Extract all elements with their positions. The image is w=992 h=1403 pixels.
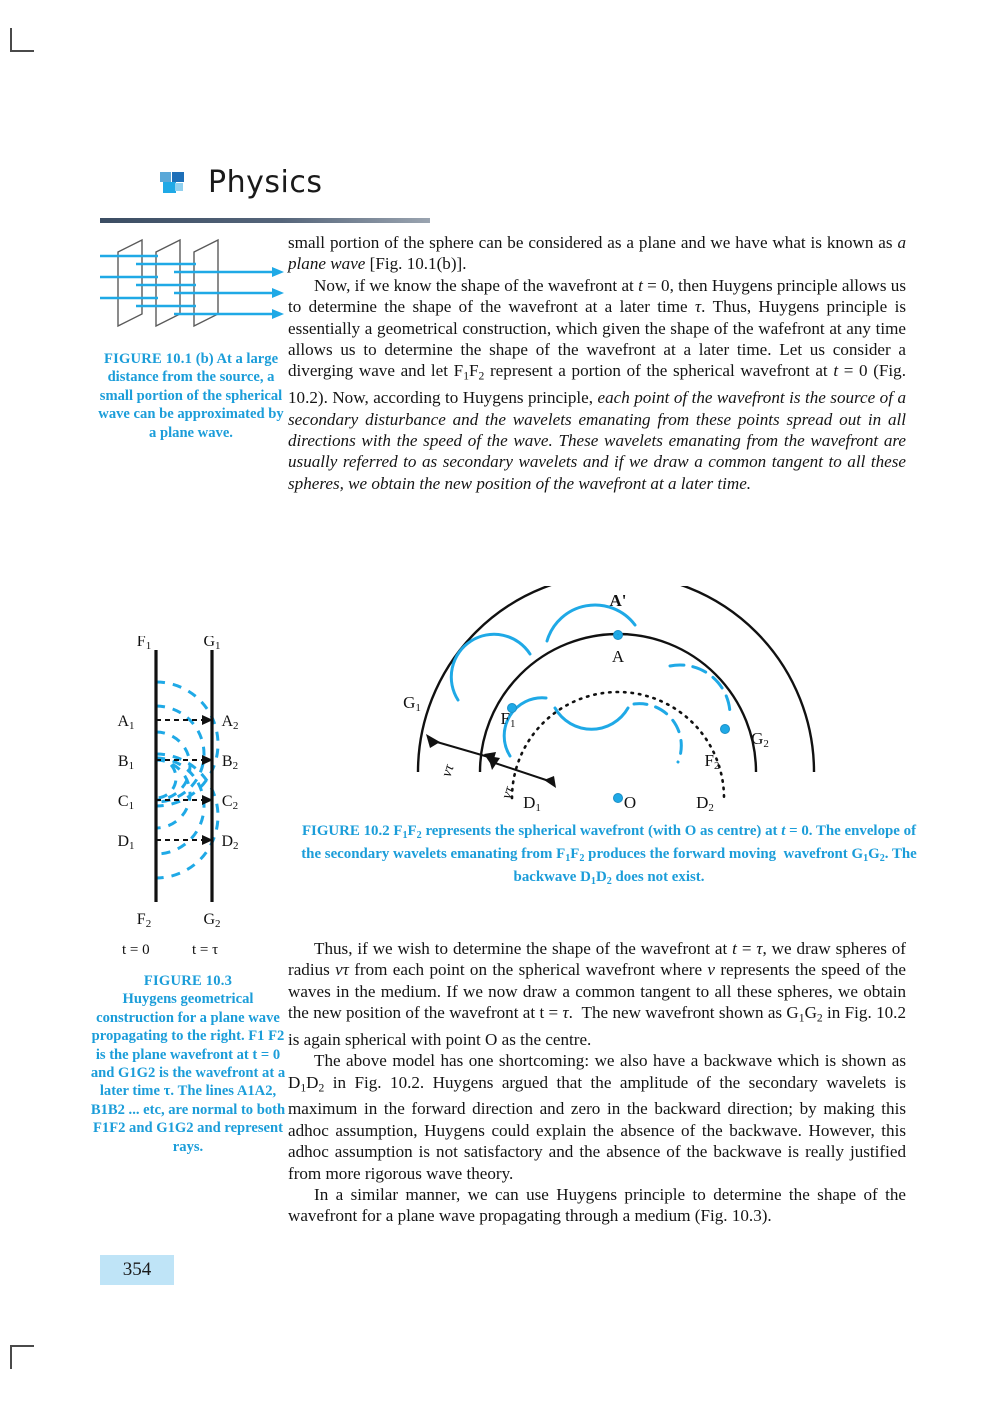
- page-number-badge: [100, 1255, 174, 1285]
- svg-text:A1: A1: [117, 713, 135, 732]
- figure-10-3-time-labels: [108, 942, 288, 962]
- svg-text:vτ: vτ: [438, 762, 458, 779]
- svg-text:O: O: [623, 793, 637, 812]
- svg-text:G1: G1: [203, 636, 221, 652]
- svg-text:D1: D1: [117, 833, 135, 852]
- time-label-t0: t = 0: [122, 942, 150, 958]
- time-label-tau: t = τ: [192, 942, 219, 958]
- svg-text:C1: C1: [117, 793, 135, 812]
- svg-text:G1: G1: [403, 693, 421, 714]
- ncert-squares-logo-icon: [160, 172, 186, 194]
- page-number: 354: [122, 1259, 152, 1280]
- figure-10-1-caption-text: (b) At a large distance from the source, a small portion of the spherical wave can be approximated by a plane wave.: [98, 351, 284, 441]
- plane-wavefront-construction-svg: [108, 636, 288, 936]
- svg-text:F2: F2: [136, 911, 152, 930]
- huygens-spherical-construction-svg: [340, 586, 900, 818]
- figure-10-1-label: FIGURE 10.1: [103, 351, 193, 367]
- body-column-upper: [288, 232, 906, 494]
- running-head: [160, 165, 323, 200]
- svg-text:F1: F1: [136, 636, 152, 652]
- body-column-lower: [288, 938, 906, 1227]
- paragraph-5: In a similar manner, we can use Huygens principle to determine the shape of the wavefront for a plane wave propagating through a medium (Fig. 10.3).: [288, 1184, 906, 1226]
- svg-text:C2: C2: [221, 793, 239, 812]
- figure-10-3-label: FIGURE 10.3: [143, 973, 233, 989]
- figure-10-3-caption: [88, 972, 288, 1156]
- paragraph-4: The above model has one shortcoming: we also have a backwave which is shown as $D_1D_2$ in Fig. 10.2. Huygens argued that the amplitude of the secondary wavelets is maximum in the forward direction and zero in the backward direction; by making this adhoc assumption, Huygens could explain the absence of the backwave. However, this adhoc assumption is not satisfactory and the absence of the backwave is really justified from more rigorous wave theory.: [288, 1051, 906, 1183]
- header-rule: [100, 218, 430, 223]
- svg-text:A: A: [611, 647, 625, 666]
- svg-text:G2: G2: [203, 911, 221, 930]
- figure-10-3-caption-text: Huygens geometrical construction for a plane wave propagating to the right. F1 F2 is the plane wavefront at t = 0 and G1G2 is the wavefront at a later time τ. The lines A1A2, B1B2 ... etc, are normal to both F1F2 and G1G2 and represent rays.: [90, 991, 286, 1155]
- svg-text:B1: B1: [117, 753, 135, 772]
- paragraph-1: small portion of the sphere can be considered as a plane and we have what is known as a plane wave [Fig. 10.1(b)].: [288, 233, 906, 274]
- svg-text:vτ: vτ: [498, 784, 518, 801]
- figure-10-2-artwork: [340, 586, 900, 818]
- svg-text:D1: D1: [523, 793, 541, 814]
- svg-text:D2: D2: [696, 793, 714, 814]
- figure-10-2-caption: FIGURE 10.2 $F_1F_2$ represents the spherical wavefront (with O as centre) at t = 0. The envelope of the secondary wavelets emanating from $F_1F_2$ produces the forward moving wavefront $G_1G_2$. The backwave $D_1D_2$ does not exist.: [301, 823, 917, 887]
- svg-text:B2: B2: [221, 753, 239, 772]
- svg-text:G2: G2: [751, 729, 769, 750]
- svg-text:D2: D2: [221, 833, 239, 852]
- page-title: Physics: [208, 165, 323, 200]
- svg-text:A2: A2: [221, 713, 239, 732]
- svg-text:F1: F1: [500, 709, 516, 730]
- figure-10-3-artwork: [108, 636, 288, 936]
- figure-10-2-label: FIGURE 10.2: [301, 823, 390, 839]
- figure-10-1-caption: [96, 350, 286, 442]
- paragraph-3: Thus, if we wish to determine the shape of the wavefront at t = τ, we draw spheres of radius vτ from each point on the spherical wavefront where v represents the speed of the waves in the medium. If we now draw a common tangent to all these spheres, we obtain the new position of the wavefront at t = τ. The new wavefront shown as $G_1G_2$ in Fig. 10.2 is again spherical with point O as the centre.: [288, 939, 906, 1049]
- paragraph-2: Now, if we know the shape of the wavefront at t = 0, then Huygens principle allows us to determine the shape of the wavefront at a later time τ. Thus, Huygens principle is essentially a geometrical construction, which given the shape of the wafefront at any time allows us to determine the shape of the wavefront at a later time. Let us consider a diverging wave and let $F_1F_2$ represent a portion of the spherical wavefront at t = 0 (Fig. 10.2). Now, according to Huygens principle, each point of the wavefront is the source of a secondary disturbance and the wavelets emanating from these points spread out in all directions with the speed of the wave. These wavelets emanating from the wavefront are usually referred to as secondary wavelets and if we draw a common tangent to all these spheres, we obtain the new position of the wavefront at a later time.: [288, 275, 906, 493]
- figure-10-1-artwork: [98, 226, 290, 344]
- svg-text:F2: F2: [704, 751, 720, 772]
- svg-text:A': A': [609, 591, 627, 610]
- plane-wave-planes-svg: [98, 226, 290, 344]
